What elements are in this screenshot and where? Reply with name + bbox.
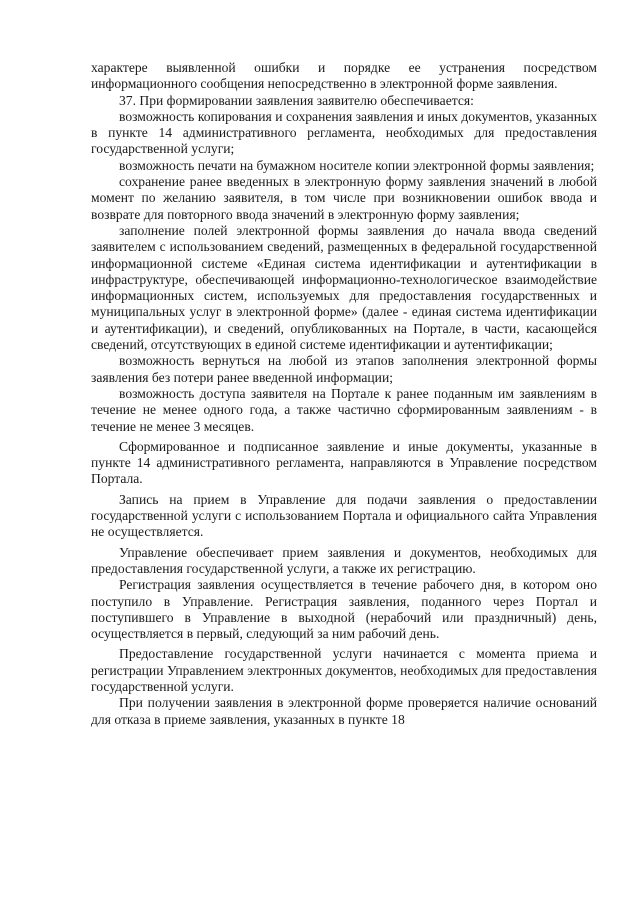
paragraph-item-37-heading: 37. При формировании заявления заявителю обеспечивается: <box>119 92 474 108</box>
document-page <box>91 60 597 728</box>
paragraph-copy-save: возможность копирования и сохранения заявления и иных документов, указанных в пункте 14 административного регламента, необходимых для предоставления государственной услуги; <box>91 108 597 157</box>
paragraph-continuation: характере выявленной ошибки и порядке ее устранения посредством информационного сообщения непосредственно в электронной форме заявления. <box>91 60 597 92</box>
paragraph-acceptance: Управление обеспечивает прием заявления и документов, необходимых для предоставления государственной услуги, а также их регистрацию. <box>91 544 597 576</box>
paragraph-print: возможность печати на бумажном носителе копии электронной формы заявления; <box>119 157 595 173</box>
paragraph-save-values: сохранение ранее введенных в электронную форму заявления значений в любой момент по желанию заявителя, в том числе при возникновении ошибок ввода и возврате для повторного ввода значений в электронную форму заявления; <box>91 174 597 222</box>
paragraph-submission: Сформированное и подписанное заявление и иные документы, указанные в пункте 14 административного регламента, направляются в Управление посредством Портала. <box>91 438 597 487</box>
paragraph-access-history: возможность доступа заявителя на Портале к ранее поданным им заявлениям в течение не менее одного года, а также частично сформированным заявлениям - в течение не менее 3 месяцев. <box>91 385 597 434</box>
paragraph-autofill: заполнение полей электронной формы заявления до начала ввода сведений заявителем с использованием сведений, размещенных в федеральной государственной информационной системе «Единая система идентификации и аутентификации в инфраструктуре, обеспечивающей информационно-технологическое взаимодействие информационных систем, используемых для предоставления государственных и муниципальных услуг в электронной форме» (далее - единая система идентификации и аутентификации), и сведений, опубликованных на Портале, в части, касающейся сведений, отсутствующих в единой системе идентификации и аутентификации; <box>91 222 597 353</box>
paragraph-return-step: возможность вернуться на любой из этапов заполнения электронной формы заявления без потери ранее введенной информации; <box>91 353 597 385</box>
paragraph-service-start: Предоставление государственной услуги начинается с момента приема и регистрации Управлением электронных документов, необходимых для предоставления государственной услуги. <box>91 646 597 694</box>
paragraph-refusal-check: При получении заявления в электронной форме проверяется наличие оснований для отказа в приеме заявления, указанных в пункте 18 <box>91 695 597 727</box>
paragraph-appointment: Запись на прием в Управление для подачи заявления о предоставлении государственной услуги с использованием Портала и официального сайта Управления не осуществляется. <box>91 491 597 540</box>
paragraph-registration: Регистрация заявления осуществляется в течение рабочего дня, в котором оно поступило в Управление. Регистрация заявления, поданного через Портал и поступившего в Управление в выходной (нерабочий или праздничный) день, осуществляется в первый, следующий за ним рабочий день. <box>91 577 597 642</box>
